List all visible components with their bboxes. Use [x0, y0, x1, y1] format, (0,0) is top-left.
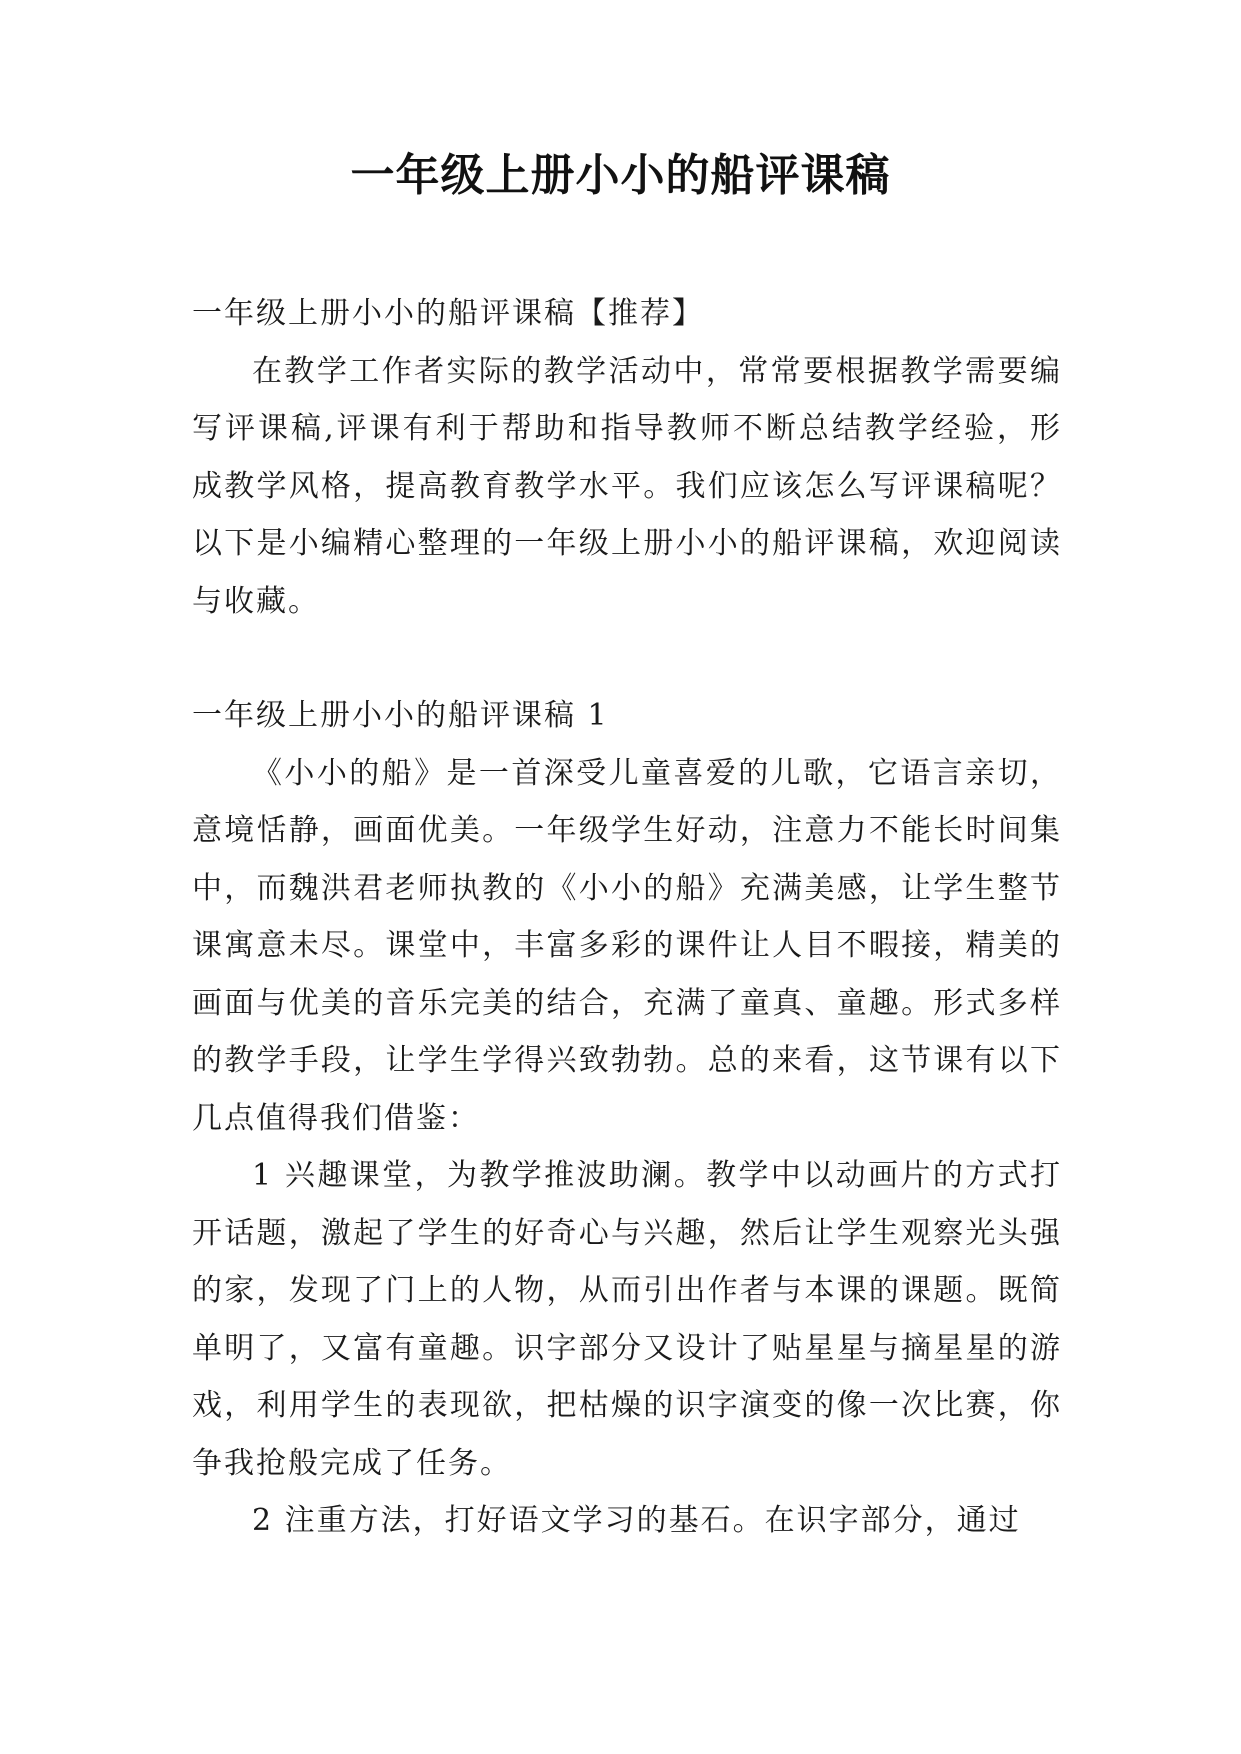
paragraph-point-1: 1 兴趣课堂，为教学推波助澜。教学中以动画片的方式打开话题，激起了学生的好奇心与兴趣，然后让学生观察光头强的家，发现了门上的人物，从而引出作者与本课的课题。既简单明了，又富有童趣。识字部分又设计了贴星星与摘星星的游戏，利用学生的表现欲，把枯燥的识字演变的像一次比赛，你争我抢般完成了任务。	[192, 1158, 1062, 1481]
intro-paragraph: 在教学工作者实际的教学活动中，常常要根据教学需要编写评课稿,评课有利于帮助和指导教师不断总结教学经验，形成教学风格，提高教育教学水平。我们应该怎么写评课稿呢？以下是小编精心整理的一年级上册小小的船评课稿，欢迎阅读与收藏。	[192, 353, 1062, 619]
document-body	[192, 285, 1062, 1550]
section-heading-1: 一年级上册小小的船评课稿 1	[192, 698, 609, 733]
paragraph-overview: 《小小的船》是一首深受儿童喜爱的儿歌，它语言亲切，意境恬静，画面优美。一年级学生好动，注意力不能长时间集中，而魏洪君老师执教的《小小的船》充满美感，让学生整节课寓意未尽。课堂中，丰富多彩的课件让人目不暇接，精美的画面与优美的音乐完美的结合，充满了童真、童趣。形式多样的教学手段，让学生学得兴致勃勃。总的来看，这节课有以下几点值得我们借鉴：	[192, 755, 1062, 1136]
section-heading-recommended: 一年级上册小小的船评课稿【推荐】	[192, 296, 704, 331]
document-title: 一年级上册小小的船评课稿	[350, 150, 891, 201]
section-spacer	[192, 630, 1062, 687]
paragraph-point-2: 2 注重方法，打好语文学习的基石。在识字部分，通过	[252, 1503, 1021, 1538]
